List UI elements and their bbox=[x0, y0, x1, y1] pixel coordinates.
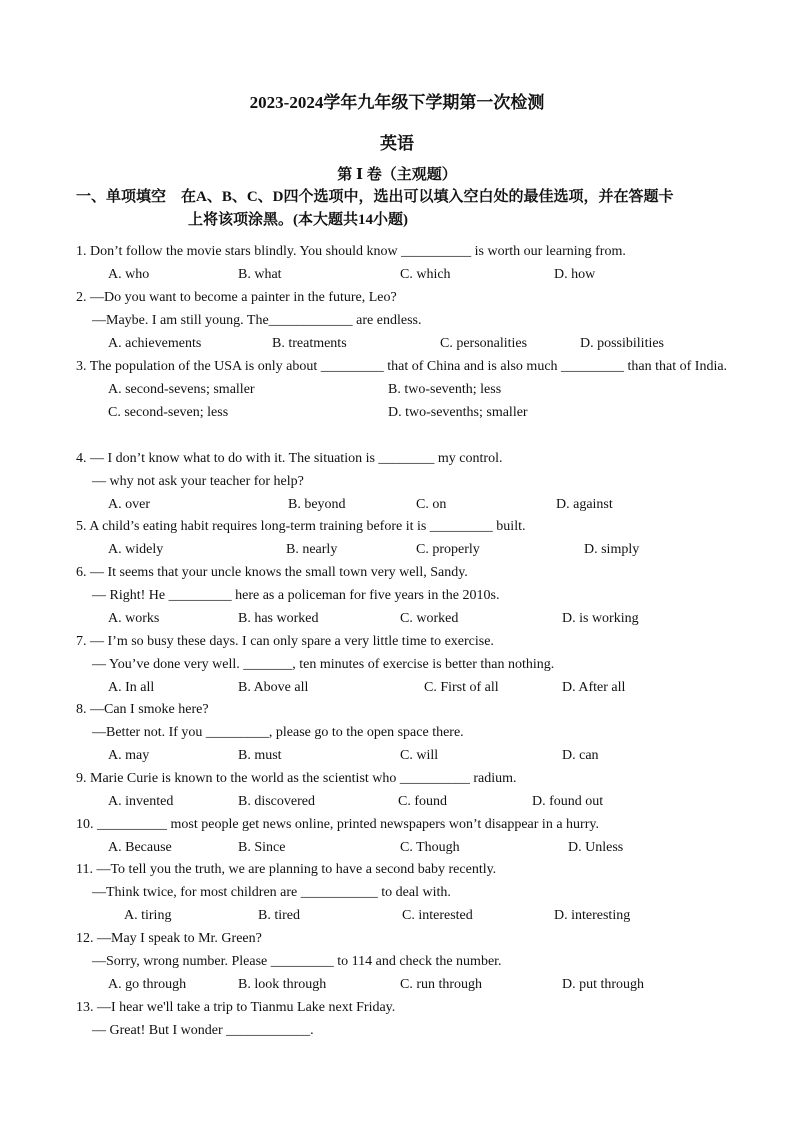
question-stem: 13. —I hear we'll take a trip to Tianmu Lake next Friday. bbox=[76, 1000, 396, 1015]
option-c[interactable]: C. properly bbox=[416, 542, 480, 557]
option-a[interactable]: A. invented bbox=[108, 794, 174, 809]
question-12 bbox=[76, 927, 736, 996]
option-d[interactable]: D. simply bbox=[584, 542, 640, 557]
option-d[interactable]: D. can bbox=[562, 748, 599, 763]
question-stem: 8. —Can I smoke here? bbox=[76, 702, 209, 717]
question-6 bbox=[76, 561, 736, 630]
option-d[interactable]: D. is working bbox=[562, 611, 639, 626]
option-a[interactable]: A. second-sevens; smaller bbox=[108, 382, 255, 397]
option-c[interactable]: C. personalities bbox=[440, 336, 528, 351]
section-line-1: 一、单项填空 在A、B、C、D四个选项中，选出可以填入空白处的最佳选项，并在答题卡 bbox=[76, 189, 674, 205]
exam-title: 2023-2024学年九年级下学期第一次检测 bbox=[249, 93, 545, 112]
option-row bbox=[76, 973, 736, 996]
option-c[interactable]: C. will bbox=[400, 748, 439, 763]
option-c[interactable]: C. First of all bbox=[424, 680, 499, 695]
option-row bbox=[76, 493, 736, 516]
question-stem: —Sorry, wrong number. Please _________ to 114 and check the number. bbox=[92, 954, 502, 969]
question-stem: —Think twice, for most children are ___________ to deal with. bbox=[92, 885, 451, 900]
question-8 bbox=[76, 698, 736, 767]
option-row bbox=[76, 607, 736, 630]
option-c[interactable]: C. found bbox=[398, 794, 447, 809]
question-stem: — Great! But I wonder ____________. bbox=[92, 1023, 314, 1038]
option-b[interactable]: D. two-sevenths; smaller bbox=[388, 405, 528, 420]
question-stem: 10. __________ most people get news online, printed newspapers won’t disappear in a hurry. bbox=[76, 817, 599, 832]
option-row bbox=[76, 790, 736, 813]
option-b[interactable]: B. Above all bbox=[238, 680, 309, 695]
option-row bbox=[76, 401, 736, 424]
option-c[interactable]: C. run through bbox=[400, 977, 483, 992]
question-5 bbox=[76, 515, 736, 561]
option-a[interactable]: A. may bbox=[108, 748, 150, 763]
question-stem: 7. — I’m so busy these days. I can only spare a very little time to exercise. bbox=[76, 634, 494, 649]
question-stem: 5. A child’s eating habit requires long-term training before it is _________ built. bbox=[76, 519, 526, 534]
option-row bbox=[76, 904, 736, 927]
option-a[interactable]: A. widely bbox=[108, 542, 164, 557]
option-b[interactable]: B. beyond bbox=[288, 497, 346, 512]
question-stem: 2. —Do you want to become a painter in the future, Leo? bbox=[76, 290, 397, 305]
question-stem: 1. Don’t follow the movie stars blindly. You should know __________ is worth our learning from. bbox=[76, 244, 626, 259]
section-instructions bbox=[76, 186, 736, 232]
option-d[interactable]: D. how bbox=[554, 267, 596, 282]
option-a[interactable]: A. over bbox=[108, 497, 150, 512]
subject-title: 英语 bbox=[380, 134, 414, 153]
question-4 bbox=[76, 447, 736, 516]
question-stem: 11. —To tell you the truth, we are planning to have a second baby recently. bbox=[76, 862, 497, 877]
option-c[interactable]: C. on bbox=[416, 497, 447, 512]
option-a[interactable]: A. who bbox=[108, 267, 150, 282]
question-stem: —Better not. If you _________, please go to the open space there. bbox=[92, 725, 464, 740]
option-a[interactable]: A. works bbox=[108, 611, 160, 626]
option-d[interactable]: D. possibilities bbox=[580, 336, 665, 351]
option-a[interactable]: A. go through bbox=[108, 977, 187, 992]
question-13 bbox=[76, 996, 736, 1042]
option-row bbox=[76, 332, 736, 355]
question-stem: — why not ask your teacher for help? bbox=[92, 474, 304, 489]
option-d[interactable]: D. Unless bbox=[568, 840, 624, 855]
question-3 bbox=[76, 355, 736, 424]
question-2 bbox=[76, 286, 736, 355]
option-b[interactable]: B. must bbox=[238, 748, 282, 763]
question-stem: 4. — I don’t know what to do with it. The situation is ________ my control. bbox=[76, 451, 503, 466]
question-9 bbox=[76, 767, 736, 813]
option-c[interactable]: C. worked bbox=[400, 611, 459, 626]
question-10 bbox=[76, 813, 736, 859]
option-b[interactable]: B. has worked bbox=[238, 611, 319, 626]
question-stem: 12. —May I speak to Mr. Green? bbox=[76, 931, 262, 946]
question-stem: — Right! He _________ here as a policeman for five years in the 2010s. bbox=[92, 588, 500, 603]
question-stem: 9. Marie Curie is known to the world as the scientist who __________ radium. bbox=[76, 771, 517, 786]
option-b[interactable]: B. two-seventh; less bbox=[388, 382, 502, 397]
option-b[interactable]: B. nearly bbox=[286, 542, 338, 557]
question-7 bbox=[76, 630, 736, 699]
question-11 bbox=[76, 858, 736, 927]
question-stem: —Maybe. I am still young. The____________ are endless. bbox=[92, 313, 422, 328]
question-1 bbox=[76, 240, 736, 286]
option-c[interactable]: C. which bbox=[400, 267, 451, 282]
question-stem: 3. The population of the USA is only about _________ that of China and is also much _________ than that of India. bbox=[76, 359, 728, 374]
option-a[interactable]: A. tiring bbox=[124, 908, 172, 923]
option-row bbox=[76, 378, 736, 401]
option-d[interactable]: D. put through bbox=[562, 977, 645, 992]
option-a[interactable]: A. In all bbox=[108, 680, 155, 695]
option-row bbox=[76, 538, 736, 561]
option-c[interactable]: C. Though bbox=[400, 840, 460, 855]
section-line-2: 上将该项涂黑。(本大题共14小题) bbox=[188, 212, 408, 228]
option-d[interactable]: D. interesting bbox=[554, 908, 631, 923]
option-row bbox=[76, 836, 736, 859]
option-b[interactable]: B. discovered bbox=[238, 794, 315, 809]
option-d[interactable]: D. After all bbox=[562, 680, 626, 695]
question-stem: — You’ve done very well. _______, ten minutes of exercise is better than nothing. bbox=[92, 657, 555, 672]
option-row bbox=[76, 263, 736, 286]
option-row bbox=[76, 676, 736, 699]
option-a[interactable]: A. Because bbox=[108, 840, 172, 855]
option-b[interactable]: B. treatments bbox=[272, 336, 347, 351]
option-b[interactable]: B. tired bbox=[258, 908, 300, 923]
option-d[interactable]: D. found out bbox=[532, 794, 604, 809]
option-a[interactable]: C. second-seven; less bbox=[108, 405, 229, 420]
option-d[interactable]: D. against bbox=[556, 497, 613, 512]
option-b[interactable]: B. what bbox=[238, 267, 282, 282]
option-a[interactable]: A. achievements bbox=[108, 336, 202, 351]
question-stem: 6. — It seems that your uncle knows the small town very well, Sandy. bbox=[76, 565, 468, 580]
option-b[interactable]: B. look through bbox=[238, 977, 327, 992]
option-row bbox=[76, 744, 736, 767]
part-title: 第 Ⅰ 卷（主观题） bbox=[337, 167, 457, 183]
option-b[interactable]: B. Since bbox=[238, 840, 286, 855]
option-c[interactable]: C. interested bbox=[402, 908, 473, 923]
